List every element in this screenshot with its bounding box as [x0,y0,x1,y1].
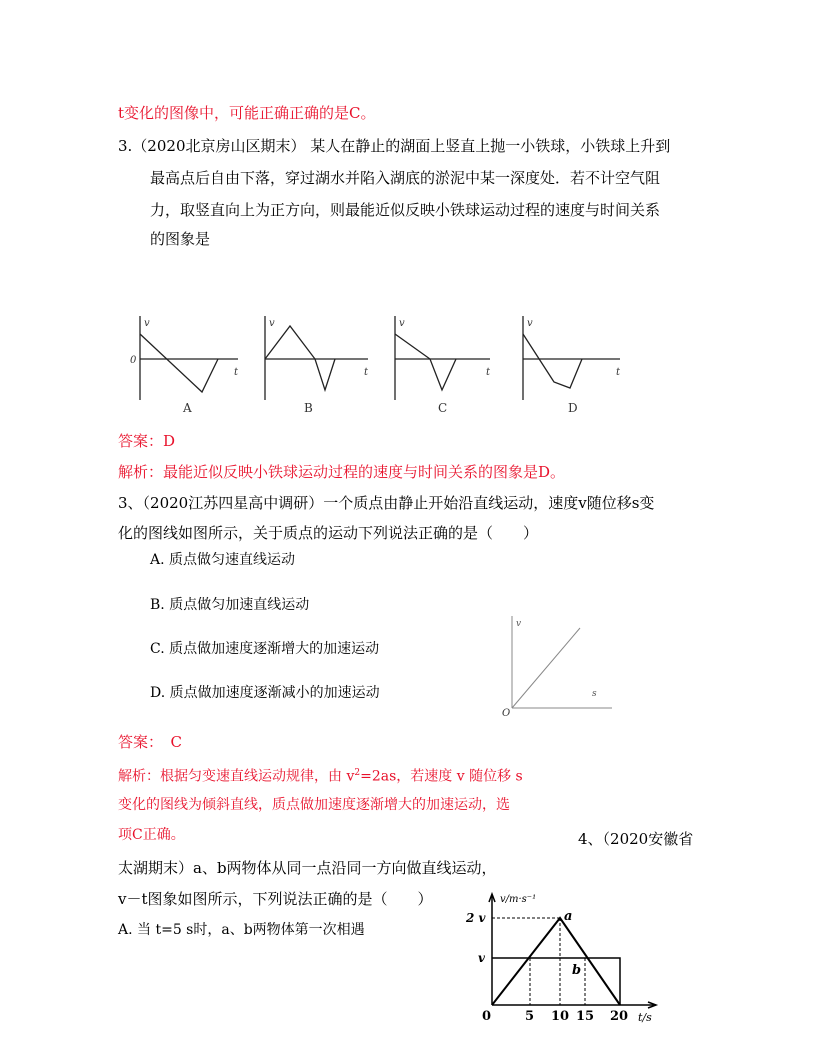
graph-v-s [498,612,618,718]
option-3b-b: B. 质点做匀加速直线运动 [150,597,310,613]
graph-a-label: A [183,401,192,415]
option-3b-a: A. 质点做匀速直线运动 [150,552,296,568]
option-3b-c: C. 质点做加速度逐渐增大的加速运动 [150,641,380,657]
graph-c-v-label: v [399,318,405,329]
graph-d-v-label: v [527,318,533,329]
graph-a-origin: 0 [130,355,137,366]
graph-vs-s-label: s [592,689,597,699]
graphs-3a [120,312,640,420]
graph-vt-label-b: b [572,963,582,978]
graph-vt-tick-2v: 2 v [466,911,486,925]
answer-3a: 答案：D [118,432,176,450]
graph-vs-origin: O [502,708,511,718]
graph-b-v-label: v [269,318,275,329]
graph-vs-v-label: v [516,619,522,629]
graph-d-label: D [568,401,578,415]
explanation-3b-line1: 解析：根据匀变速直线运动规律，由 $v^2=2as$，若速度 v 随位移 s [118,768,523,785]
graph-vt-xtick-5: 5 [525,1009,535,1024]
question-4-line1: 4、（2020安徽省 [578,830,694,848]
carryover-line: t变化的图像中，可能正确正确的是C。 [118,104,376,122]
explanation-3b-line3: 项C正确。 [118,827,185,843]
question-3a-line4: 的图象是 [150,230,211,248]
graph-v-t [460,890,670,1025]
graph-d-t-label: t [616,367,621,378]
graph-vt-xtick-0: 0 [482,1009,492,1024]
graph-b-t-label: t [364,367,369,378]
graph-b-label: B [304,401,313,415]
question-3a-line3: 力，取竖直向上为正方向，则最能近似反映小铁球运动过程的速度与时间关系 [150,201,661,219]
graph-vt-tick-v: v [478,951,485,965]
graph-a-v-label: v [144,318,150,329]
graph-c-label: C [438,401,448,415]
graph-c-t-label: t [486,367,491,378]
explanation-3a: 解析：最能近似反映小铁球运动过程的速度与时间关系的图象是D。 [118,463,566,481]
question-3a-line1: 3.（2020北京房山区期末） 某人在静止的湖面上竖直上抛一小铁球，小铁球上升到 [118,137,671,155]
graph-vt-label-a: a [564,909,573,924]
question-3b-line1: 3、（2020江苏四星高中调研）一个质点由静止开始沿直线运动，速度v随位移s变 [118,494,655,512]
explanation-3b-line2: 变化的图线为倾斜直线，质点做加速度逐渐增大的加速运动，选 [118,797,510,813]
graph-vt-xunit: t/s [638,1011,652,1024]
graph-vt-xtick-10: 10 [551,1009,570,1024]
question-4-line3: v－t图象如图所示，下列说法正确的是（ ） [118,890,433,908]
option-4-a: A. 当 t=5 s时，a、b两物体第一次相遇 [118,922,365,938]
graph-a-t-label: t [234,367,239,378]
option-3b-d: D. 质点做加速度逐渐减小的加速运动 [150,685,380,701]
graph-vt-xtick-20: 20 [610,1009,629,1024]
question-3b-line2: 化的图线如图所示，关于质点的运动下列说法正确的是（ ） [118,524,539,542]
question-4-line2: 太湖期末）a、b两物体从同一点沿同一方向做直线运动， [118,859,497,877]
graph-vt-xtick-15: 15 [576,1009,595,1024]
question-3a-line2: 最高点后自由下落，穿过湖水并陷入湖底的淤泥中某一深度处．若不计空气阻 [150,169,661,187]
answer-3b: 答案： C [118,733,182,751]
graph-vt-ylabel: v/m·s⁻¹ [500,894,537,905]
